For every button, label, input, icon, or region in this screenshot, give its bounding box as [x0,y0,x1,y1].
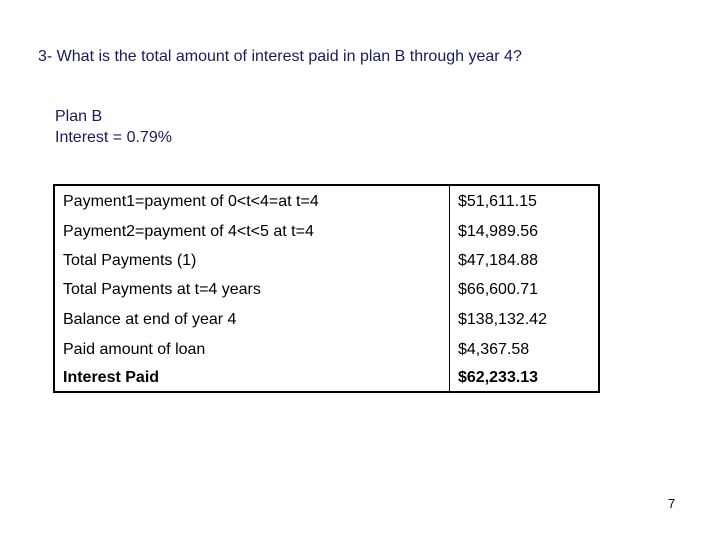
row-value: $138,132.42 [450,304,600,336]
plan-name: Plan B [55,108,103,125]
plan-info [55,106,172,148]
table-row [54,364,599,392]
page-number: 7 [668,496,676,511]
row-value: $47,184.88 [450,246,600,275]
plan-interest: Interest = 0.79% [55,129,172,146]
results-table [53,184,600,393]
row-label: Balance at end of year 4 [63,311,237,328]
table-row [54,275,599,304]
row-value: $14,989.56 [450,217,600,246]
row-label: Interest Paid [63,368,160,386]
question-heading: 3- What is the total amount of interest paid in plan B through year 4? [38,48,522,65]
row-label: Payment2=payment of 4<t<5 at t=4 [63,222,314,240]
row-label: Total Payments (1) [63,251,197,269]
row-label: Paid amount of loan [63,341,206,358]
table-row [54,185,599,217]
row-label: Total Payments at t=4 years [63,280,261,298]
table-row [54,336,599,364]
row-value: $66,600.71 [450,275,600,304]
table-row [54,217,599,246]
row-label: Payment1=payment of 0<t<4=at t=4 [63,192,319,210]
table-row [54,304,599,336]
row-value: $62,233.13 [450,364,600,392]
row-value: $51,611.15 [450,185,600,217]
row-value: $4,367.58 [450,336,600,364]
table-row [54,246,599,275]
